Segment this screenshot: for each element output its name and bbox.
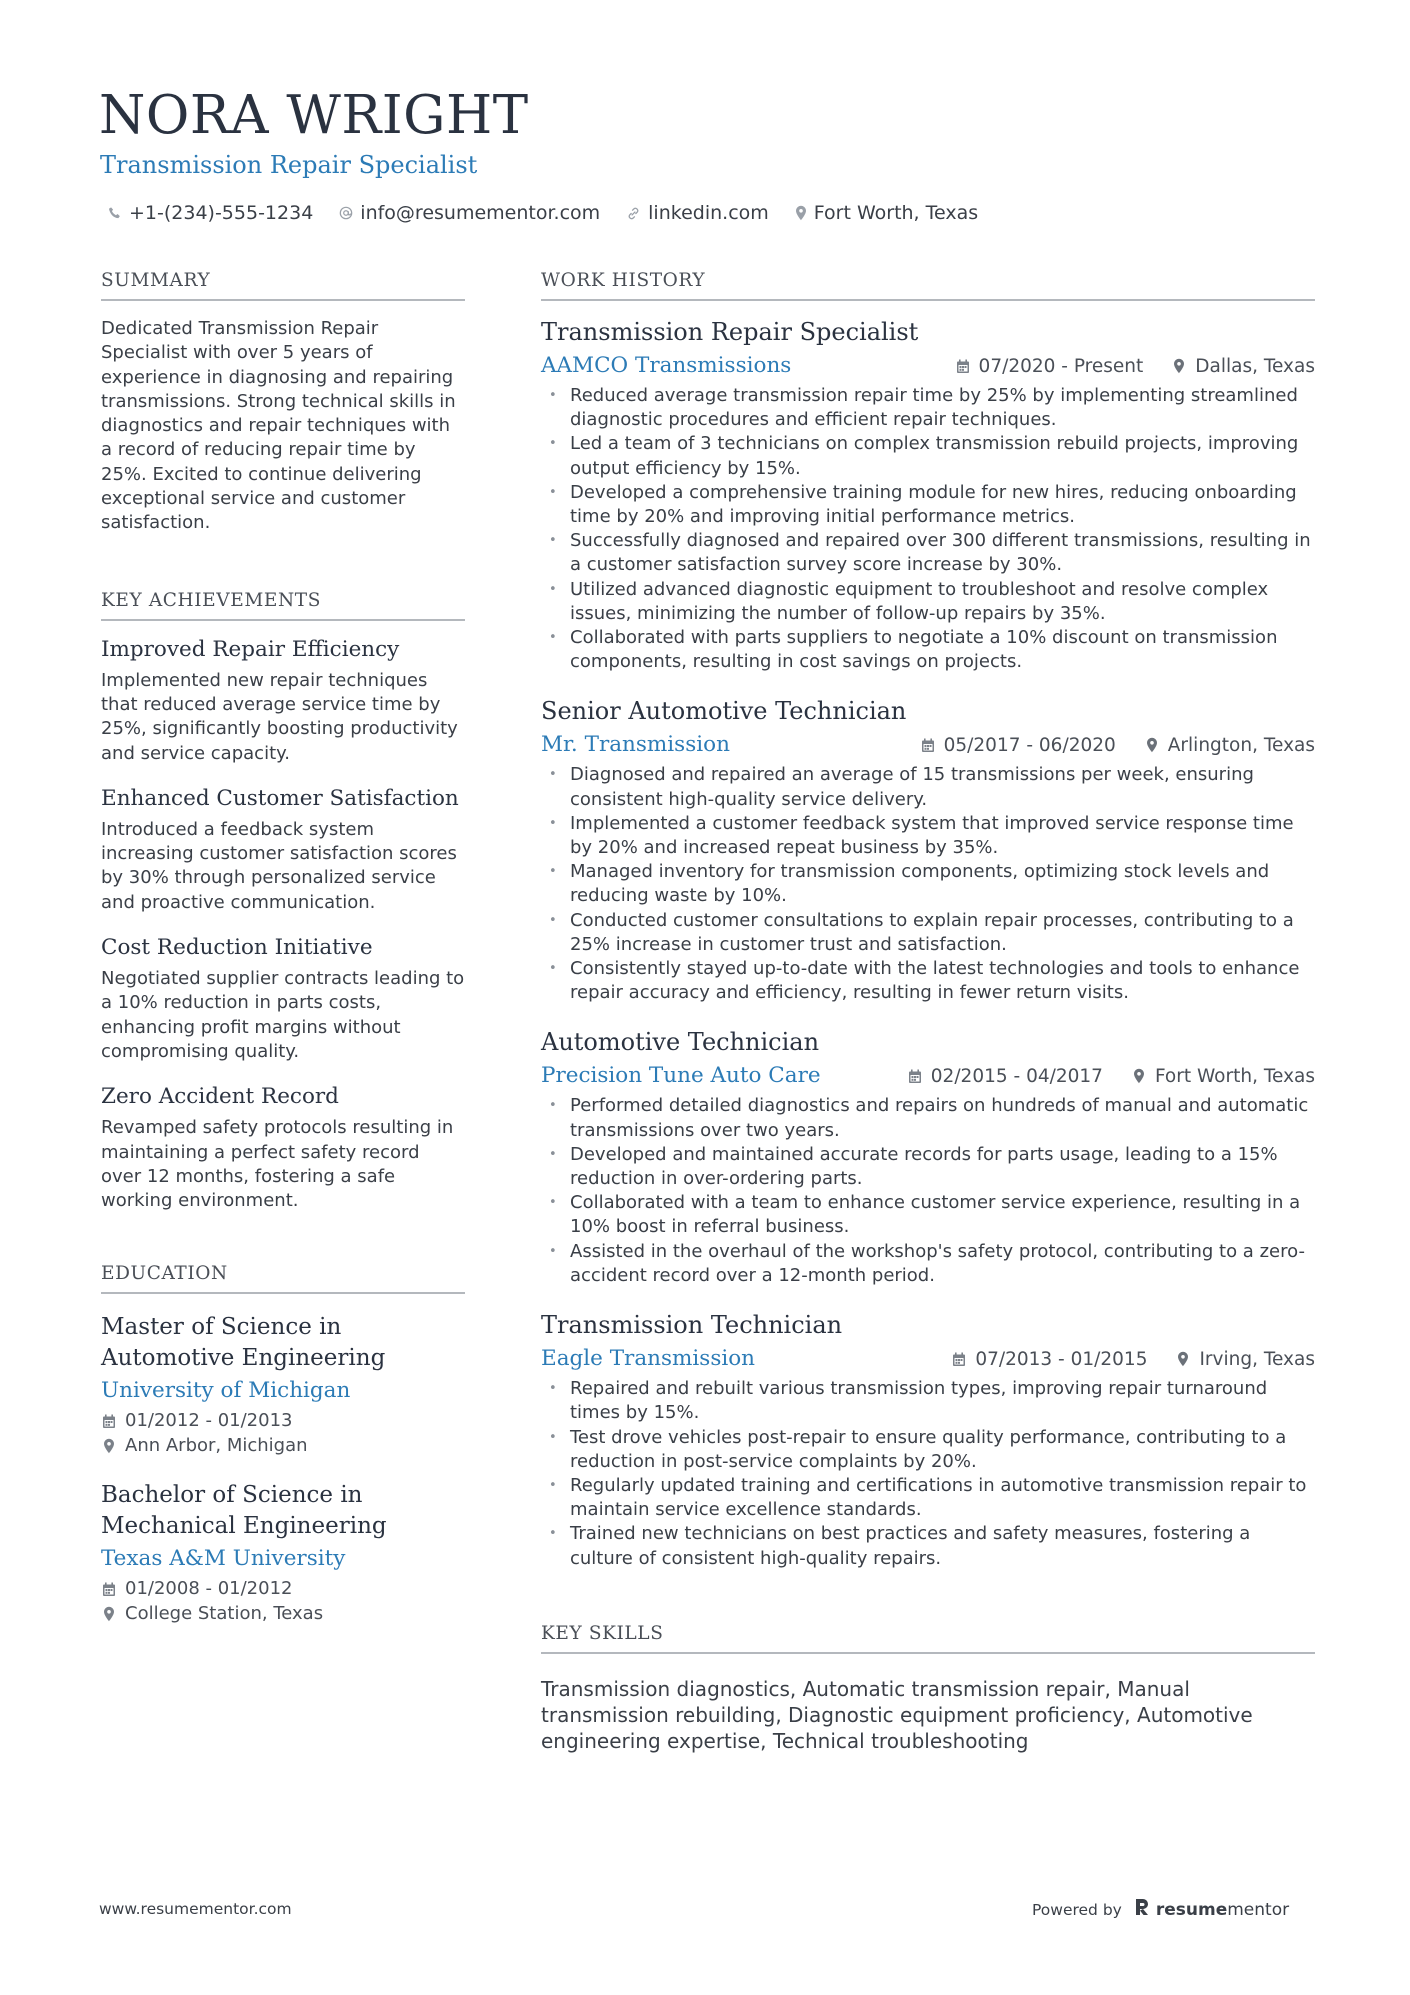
job-dates xyxy=(951,1349,1147,1370)
job-location xyxy=(1131,1066,1315,1087)
achievement-item xyxy=(101,1082,465,1213)
job-dates-text: 07/2020 - Present xyxy=(978,355,1144,377)
calendar-icon xyxy=(920,738,936,753)
job-entry xyxy=(541,695,1315,1005)
job-entry xyxy=(541,1309,1315,1571)
job-dates-text: 05/2017 - 06/2020 xyxy=(943,734,1116,756)
education-section xyxy=(101,1261,465,1626)
job-title: Automotive Technician xyxy=(541,1028,820,1057)
job-bullet: • Diagnosed and repaired an average of 15 transmissions per week, ensuring consistent high-quality service delivery. xyxy=(541,763,1315,811)
brand-name-bold: resume xyxy=(1155,1899,1228,1920)
education-dates-text: 01/2012 - 01/2013 xyxy=(125,1410,293,1432)
job-bullet: • Successfully diagnosed and repaired over 300 different transmissions, resulting in a customer satisfaction survey score increase by 30%. xyxy=(541,529,1315,577)
email-text: info@resumementor.com xyxy=(360,202,601,224)
job-bullet: • Assisted in the overhaul of the workshop's safety protocol, contributing to a zero-accident record over a 12-month period. xyxy=(541,1240,1315,1288)
link-icon xyxy=(626,206,641,221)
achievement-text: Introduced a feedback system increasing customer satisfaction scores by 30% through personalized service and proactive communication. xyxy=(101,818,457,913)
company-name: Eagle Transmission xyxy=(541,1346,756,1372)
education-location xyxy=(101,1602,465,1627)
skills-heading: KEY SKILLS xyxy=(541,1621,1315,1654)
achievement-title: Zero Accident Record xyxy=(101,1084,339,1110)
phone-text: +1-(234)-555-1234 xyxy=(129,202,314,224)
job-bullets xyxy=(541,384,1315,674)
job-subheader xyxy=(541,1343,1315,1375)
brand-logo[interactable] xyxy=(1134,1897,1289,1922)
footer-website[interactable]: www.resumementor.com xyxy=(99,1900,292,1918)
job-bullet: • Test drove vehicles post-repair to ensure quality performance, contributing to a reduction in post-service complaints by 20%. xyxy=(541,1426,1315,1474)
achievement-item xyxy=(101,933,465,1064)
company-name: AAMCO Transmissions xyxy=(541,353,792,378)
job-entry xyxy=(541,1026,1315,1288)
powered-by-label: Powered by xyxy=(1032,1900,1122,1919)
job-subheader xyxy=(541,350,1315,382)
school-name: University of Michigan xyxy=(101,1378,351,1404)
job-bullet: • Developed a comprehensive training module for new hires, reducing onboarding time by 20% and improving initial performance metrics. xyxy=(541,481,1315,529)
school-name: Texas A&M University xyxy=(101,1546,346,1572)
job-bullet: • Conducted customer consultations to explain repair processes, contributing to a 25% increase in customer trust and satisfaction. xyxy=(541,909,1315,957)
job-dates xyxy=(920,735,1116,756)
job-location xyxy=(1171,356,1315,377)
job-dates-text: 07/2013 - 01/2015 xyxy=(975,1348,1148,1370)
calendar-icon xyxy=(101,1414,117,1429)
job-meta xyxy=(920,735,1315,756)
map-pin-icon xyxy=(101,1606,117,1622)
contact-bar xyxy=(108,198,978,228)
candidate-name: NORA WRIGHT xyxy=(99,85,529,146)
map-pin-icon xyxy=(1131,1068,1147,1084)
job-location-text: Arlington, Texas xyxy=(1167,734,1315,756)
job-bullet: • Developed and maintained accurate records for parts usage, leading to a 15% reduction in over-ordering parts. xyxy=(541,1143,1315,1191)
education-dates-text: 01/2008 - 01/2012 xyxy=(125,1578,293,1600)
job-dates-text: 02/2015 - 04/2017 xyxy=(930,1065,1103,1087)
degree-title: Master of Science in Automotive Engineering xyxy=(101,1314,386,1371)
footer-powered-by xyxy=(1032,1897,1289,1922)
achievement-text: Revamped safety protocols resulting in maintaining a perfect safety record over 12 months, fostering a safe working environment. xyxy=(101,1117,454,1212)
achievements-section xyxy=(101,588,465,1214)
map-pin-icon xyxy=(795,205,807,221)
education-location-text: Ann Arbor, Michigan xyxy=(125,1434,308,1456)
job-location xyxy=(1144,735,1315,756)
contact-location xyxy=(795,198,978,228)
job-location-text: Irving, Texas xyxy=(1199,1348,1315,1370)
achievement-text: Implemented new repair techniques that reduced average service time by 25%, significantly boosting productivity and service capacity. xyxy=(101,669,458,764)
skills-text: Transmission diagnostics, Automatic transmission repair, Manual transmission rebuilding, Diagnostic equipment proficiency, Automotive engineering expertise, Technical troubleshooting xyxy=(541,1676,1253,1753)
job-bullets xyxy=(541,1377,1315,1571)
job-bullet: • Reduced average transmission repair time by 25% by implementing streamlined diagnostic procedures and efficient repair techniques. xyxy=(541,384,1315,432)
contact-linkedin[interactable] xyxy=(626,198,769,228)
map-pin-icon xyxy=(101,1438,117,1454)
at-icon xyxy=(339,206,353,220)
calendar-icon xyxy=(101,1582,117,1597)
location-text: Fort Worth, Texas xyxy=(813,202,979,224)
job-bullet: • Trained new technicians on best practices and safety measures, fostering a culture of consistent high-quality repairs. xyxy=(541,1522,1315,1570)
candidate-role: Transmission Repair Specialist xyxy=(100,151,478,179)
job-bullet: • Implemented a customer feedback system that improved service response time by 20% and increased repeat business by 35%. xyxy=(541,812,1315,860)
job-bullets xyxy=(541,1094,1315,1288)
map-pin-icon xyxy=(1171,358,1187,374)
education-heading: EDUCATION xyxy=(101,1261,465,1294)
job-bullet: • Utilized advanced diagnostic equipment to troubleshoot and resolve complex issues, minimizing the number of follow-up repairs by 35%. xyxy=(541,578,1315,626)
contact-email[interactable] xyxy=(339,198,600,228)
summary-section xyxy=(101,268,465,536)
job-dates xyxy=(907,1066,1103,1087)
skills-section xyxy=(541,1621,1315,1754)
resumementor-logo-icon xyxy=(1134,1897,1150,1922)
summary-heading: SUMMARY xyxy=(101,268,465,301)
job-meta xyxy=(951,1349,1315,1370)
job-bullet: • Collaborated with a team to enhance customer service experience, resulting in a 10% boost in referral business. xyxy=(541,1191,1315,1239)
right-column xyxy=(541,268,1315,1754)
achievement-text: Negotiated supplier contracts leading to a 10% reduction in parts costs, enhancing profit margins without compromising quality. xyxy=(101,968,465,1062)
job-subheader xyxy=(541,1060,1315,1092)
job-bullet: • Performed detailed diagnostics and repairs on hundreds of manual and automatic transmissions over two years. xyxy=(541,1094,1315,1142)
job-dates xyxy=(955,356,1144,377)
job-bullet: • Repaired and rebuilt various transmission types, improving repair turnaround times by 15%. xyxy=(541,1377,1315,1425)
achievement-item xyxy=(101,784,465,915)
education-location-text: College Station, Texas xyxy=(125,1602,324,1624)
achievement-title: Improved Repair Efficiency xyxy=(101,636,400,662)
job-bullet: • Managed inventory for transmission components, optimizing stock levels and reducing waste by 10%. xyxy=(541,860,1315,908)
job-meta xyxy=(907,1066,1315,1087)
education-item xyxy=(101,1480,465,1626)
job-location xyxy=(1175,1349,1315,1370)
education-item xyxy=(101,1312,465,1458)
linkedin-text: linkedin.com xyxy=(648,202,769,224)
degree-title: Bachelor of Science in Mechanical Engineering xyxy=(101,1482,387,1539)
contact-phone xyxy=(108,198,313,228)
education-location xyxy=(101,1434,465,1459)
brand-name-light: mentor xyxy=(1227,1899,1290,1920)
map-pin-icon xyxy=(1144,737,1160,753)
left-column xyxy=(101,268,465,1626)
achievement-item xyxy=(101,635,465,766)
job-location-text: Fort Worth, Texas xyxy=(1154,1065,1315,1087)
company-name: Mr. Transmission xyxy=(541,732,730,758)
job-bullet: • Collaborated with parts suppliers to negotiate a 10% discount on transmission components, resulting in cost savings on projects. xyxy=(541,626,1315,674)
job-subheader xyxy=(541,729,1315,761)
job-entry xyxy=(541,316,1315,674)
calendar-icon xyxy=(951,1352,967,1367)
job-bullet: • Regularly updated training and certifications in automotive transmission repair to maintain service excellence standards. xyxy=(541,1474,1315,1522)
job-bullet: • Consistently stayed up-to-date with the latest technologies and tools to enhance repair accuracy and efficiency, resulting in fewer return visits. xyxy=(541,957,1315,1005)
summary-text: Dedicated Transmission Repair Specialist with over 5 years of experience in diagnosing and repairing transmissions. Strong technical skills in diagnostics and repair techniques with a record of reducing repair time by 25%. Excited to continue delivering exceptional service and customer satisfaction. xyxy=(101,318,456,534)
education-dates xyxy=(101,1577,465,1602)
achievements-heading: KEY ACHIEVEMENTS xyxy=(101,588,465,621)
calendar-icon xyxy=(907,1069,923,1084)
achievement-title: Enhanced Customer Satisfaction xyxy=(101,785,459,811)
job-location-text: Dallas, Texas xyxy=(1195,355,1315,377)
map-pin-icon xyxy=(1175,1351,1191,1367)
job-title: Transmission Technician xyxy=(541,1311,843,1340)
job-bullet: • Led a team of 3 technicians on complex transmission rebuild projects, improving output efficiency by 15%. xyxy=(541,432,1315,480)
work-history-heading: WORK HISTORY xyxy=(541,268,1315,301)
calendar-icon xyxy=(955,359,971,374)
job-title: Transmission Repair Specialist xyxy=(541,318,919,346)
job-meta xyxy=(955,356,1315,377)
job-title: Senior Automotive Technician xyxy=(541,697,907,726)
job-bullets xyxy=(541,763,1315,1005)
company-name: Precision Tune Auto Care xyxy=(541,1063,821,1089)
education-dates xyxy=(101,1409,465,1434)
achievement-title: Cost Reduction Initiative xyxy=(101,935,373,961)
phone-icon xyxy=(108,206,122,220)
